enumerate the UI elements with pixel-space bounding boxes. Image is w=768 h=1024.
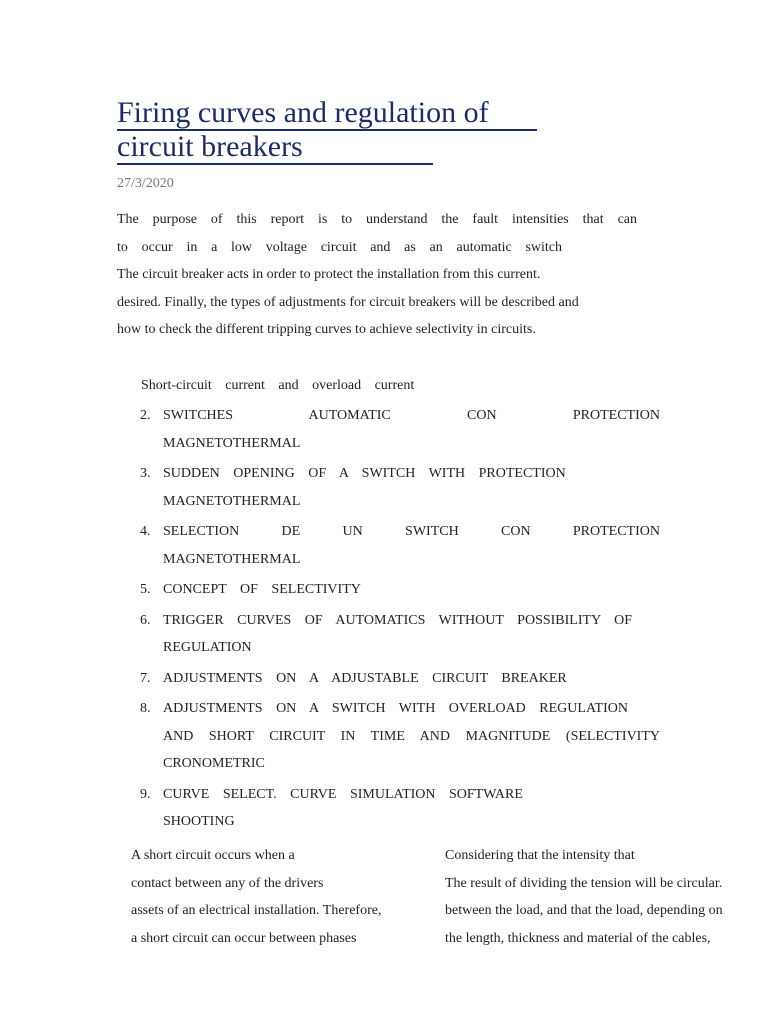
- list-item-number: 5.: [140, 582, 151, 597]
- list-item-number: 4.: [140, 524, 151, 539]
- list-item-text: AND SHORT CIRCUIT IN TIME AND MAGNITUDE (SELECTIVITY: [163, 728, 660, 744]
- title-line-1: Firing curves and regulation of: [117, 96, 537, 131]
- intro-line: to occur in a low voltage circuit and as an automatic switch: [117, 239, 562, 255]
- list-item-number: 8.: [140, 701, 151, 716]
- column-line: Considering that the intensity that: [445, 848, 635, 863]
- column-line: assets of an electrical installation. Therefore,: [131, 903, 382, 918]
- list-item: [140, 402, 660, 457]
- list-item-text: SHOOTING: [163, 814, 235, 829]
- column-line: A short circuit occurs when a: [131, 848, 295, 863]
- list-item-text: CRONOMETRIC: [163, 756, 265, 771]
- list-item-text: MAGNETOTHERMAL: [163, 551, 301, 567]
- column-line: between the load, and that the load, depending on: [445, 903, 723, 918]
- list-item: [140, 460, 660, 515]
- list-item-text: REGULATION: [163, 640, 252, 655]
- list-item-text: TRIGGER CURVES OF AUTOMATICS WITHOUT POSSIBILITY OF: [163, 612, 633, 628]
- list-item-number: 6.: [140, 612, 151, 628]
- list-item-text: CONCEPT OF SELECTIVITY: [163, 582, 361, 597]
- intro-line: The purpose of this report is to understand the fault intensities that can: [117, 212, 637, 227]
- list-item: [140, 665, 660, 693]
- column-line: contact between any of the drivers: [131, 875, 324, 891]
- title-line-2: circuit breakers: [117, 130, 433, 165]
- list-item-text: SWITCHES AUTOMATIC CON PROTECTION: [163, 408, 660, 423]
- list-item-text: CURVE SELECT. CURVE SIMULATION SOFTWARE: [163, 786, 523, 802]
- table-of-contents: [140, 372, 660, 836]
- list-item-text: SUDDEN OPENING OF A SWITCH WITH PROTECTION: [163, 466, 566, 481]
- list-item-number: 9.: [140, 786, 151, 802]
- toc-list: [140, 402, 660, 836]
- list-item-text: MAGNETOTHERMAL: [163, 435, 301, 451]
- column-line: The result of dividing the tension will be circular.: [445, 875, 723, 891]
- column-line: the length, thickness and material of the cables,: [445, 930, 711, 946]
- list-item: [140, 576, 660, 604]
- toc-first-item: Short-circuit current and overload current: [141, 378, 415, 393]
- intro-paragraph: [117, 206, 637, 344]
- intro-line: desired. Finally, the types of adjustments for circuit breakers will be described and: [117, 294, 579, 310]
- document-title: [117, 96, 577, 164]
- list-item-number: 2.: [140, 408, 151, 423]
- list-item-text: MAGNETOTHERMAL: [163, 493, 301, 509]
- list-item-text: ADJUSTMENTS ON A SWITCH WITH OVERLOAD REGULATION: [163, 701, 628, 716]
- list-item-text: ADJUSTMENTS ON A ADJUSTABLE CIRCUIT BREAKER: [163, 670, 567, 686]
- intro-line: how to check the different tripping curves to achieve selectivity in circuits.: [117, 322, 536, 337]
- document-date: 27/3/2020: [117, 176, 174, 191]
- list-item: [140, 518, 660, 573]
- right-column-text: [445, 842, 723, 952]
- column-line: a short circuit can occur between phases: [131, 930, 357, 946]
- intro-line: The circuit breaker acts in order to protect the installation from this current.: [117, 267, 541, 282]
- list-item-number: 3.: [140, 466, 151, 481]
- list-item: [140, 781, 660, 836]
- left-column-text: [131, 842, 381, 952]
- list-item-number: 7.: [140, 670, 151, 686]
- list-item: [140, 695, 660, 778]
- list-item-text: SELECTION DE UN SWITCH CON PROTECTION: [163, 524, 660, 539]
- list-item: [140, 607, 660, 662]
